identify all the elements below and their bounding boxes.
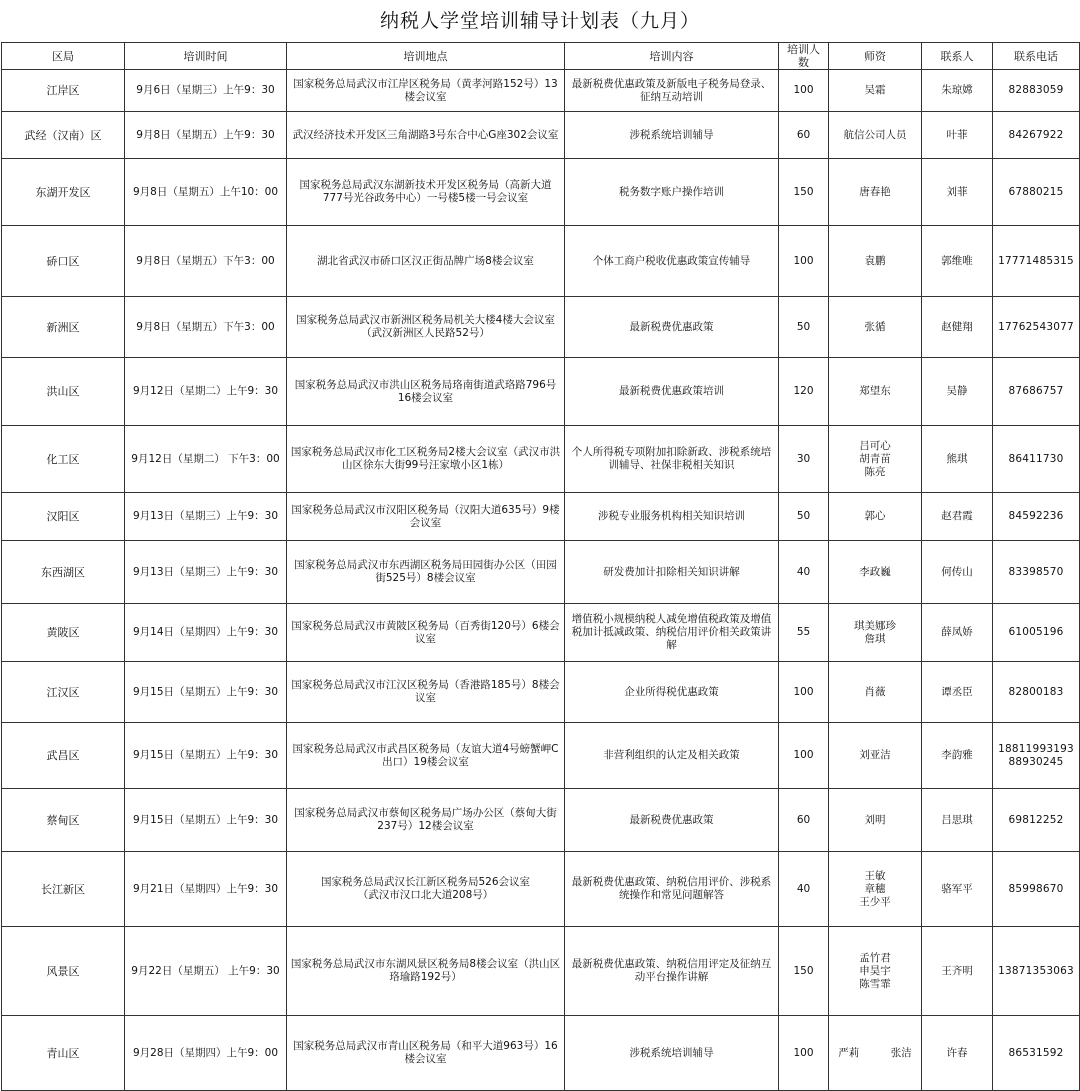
count-cell: 120 xyxy=(779,358,829,426)
contact-cell: 王齐明 xyxy=(922,927,993,1016)
content-cell: 最新税费优惠政策、纳税信用评定及征纳互动平台操作讲解 xyxy=(565,927,779,1016)
content-cell: 企业所得税优惠政策 xyxy=(565,662,779,723)
schedule-table xyxy=(1,42,1080,1091)
page-title: 纳税人学堂培训辅导计划表（九月） xyxy=(379,10,700,32)
location-cell: 国家税务总局武汉市汉阳区税务局（汉阳大道635号）9楼会议室 xyxy=(287,493,565,541)
content-cell: 个体工商户税收优惠政策宣传辅导 xyxy=(565,226,779,297)
contact-cell: 朱琼嫦 xyxy=(922,70,993,112)
content-cell: 最新税费优惠政策培训 xyxy=(565,358,779,426)
district-cell: 江岸区 xyxy=(2,70,125,112)
district-cell: 青山区 xyxy=(2,1016,125,1091)
teacher-cell: 孟竹君 申昊宇 陈雪霏 xyxy=(829,927,922,1016)
header-count: 培训人数 xyxy=(779,43,829,70)
location-cell: 国家税务总局武汉市东西湖区税务局田园街办公区（田园街525号）8楼会议室 xyxy=(287,541,565,604)
district-cell: 武昌区 xyxy=(2,723,125,789)
contact-cell: 谭丞臣 xyxy=(922,662,993,723)
contact-cell: 骆军平 xyxy=(922,852,993,927)
location-cell: 国家税务总局武汉市江汉区税务局（香港路185号）8楼会议室 xyxy=(287,662,565,723)
content-cell: 最新税费优惠政策及新版电子税务局登录、征纳互动培训 xyxy=(565,70,779,112)
table-row xyxy=(2,662,1080,723)
phone-cell: 82800183 xyxy=(993,662,1080,723)
contact-cell: 吕思琪 xyxy=(922,789,993,852)
teacher-cell: 吕可心 胡青苗 陈亮 xyxy=(829,426,922,493)
location-cell: 国家税务总局武汉市江岸区税务局（黄孝河路152号）13楼会议室 xyxy=(287,70,565,112)
location-cell: 国家税务总局武汉市化工区税务局2楼大会议室（武汉市洪山区徐东大街99号汪家墩小区1栋） xyxy=(287,426,565,493)
location-cell: 国家税务总局武汉市武昌区税务局（友谊大道4号螃蟹岬C出口）19楼会议室 xyxy=(287,723,565,789)
contact-cell: 何传山 xyxy=(922,541,993,604)
time-cell: 9月6日（星期三）上午9：30 xyxy=(125,70,287,112)
content-cell: 研发费加计扣除相关知识讲解 xyxy=(565,541,779,604)
count-cell: 150 xyxy=(779,927,829,1016)
contact-cell: 许春 xyxy=(922,1016,993,1091)
table-row xyxy=(2,426,1080,493)
teacher-cell: 李政巍 xyxy=(829,541,922,604)
teacher-cell: 刘亚洁 xyxy=(829,723,922,789)
count-cell: 50 xyxy=(779,297,829,358)
district-cell: 长江新区 xyxy=(2,852,125,927)
time-cell: 9月8日（星期五）下午3：00 xyxy=(125,226,287,297)
count-cell: 60 xyxy=(779,112,829,159)
location-cell: 国家税务总局武汉市黄陂区税务局（百秀街120号）6楼会议室 xyxy=(287,604,565,662)
header-content: 培训内容 xyxy=(565,43,779,70)
table-row xyxy=(2,604,1080,662)
district-cell: 东湖开发区 xyxy=(2,159,125,226)
time-cell: 9月21日（星期四）上午9：30 xyxy=(125,852,287,927)
location-cell: 湖北省武汉市硚口区汉正街品牌广场8楼会议室 xyxy=(287,226,565,297)
district-cell: 武经（汉南）区 xyxy=(2,112,125,159)
district-cell: 东西湖区 xyxy=(2,541,125,604)
phone-cell: 86411730 xyxy=(993,426,1080,493)
district-cell: 江汉区 xyxy=(2,662,125,723)
location-cell: 国家税务总局武汉市东湖风景区税务局8楼会议室（洪山区珞瑜路192号） xyxy=(287,927,565,1016)
contact-cell: 薛凤娇 xyxy=(922,604,993,662)
phone-cell: 17771485315 xyxy=(993,226,1080,297)
teacher-cell: 吴霜 xyxy=(829,70,922,112)
phone-cell: 17762543077 xyxy=(993,297,1080,358)
teacher-cell: 袁鹏 xyxy=(829,226,922,297)
table-row xyxy=(2,159,1080,226)
phone-cell: 84267922 xyxy=(993,112,1080,159)
content-cell: 最新税费优惠政策 xyxy=(565,297,779,358)
time-cell: 9月14日（星期四）上午9：30 xyxy=(125,604,287,662)
location-cell: 武汉经济技术开发区三角湖路3号东合中心G座302会议室 xyxy=(287,112,565,159)
content-cell: 最新税费优惠政策 xyxy=(565,789,779,852)
phone-cell: 69812252 xyxy=(993,789,1080,852)
table-row xyxy=(2,541,1080,604)
phone-cell: 86531592 xyxy=(993,1016,1080,1091)
table-row xyxy=(2,70,1080,112)
content-cell: 涉税专业服务机构相关知识培训 xyxy=(565,493,779,541)
location-cell: 国家税务总局武汉市蔡甸区税务局广场办公区（蔡甸大街237号）12楼会议室 xyxy=(287,789,565,852)
phone-cell: 82883059 xyxy=(993,70,1080,112)
time-cell: 9月22日（星期五） 上午9：30 xyxy=(125,927,287,1016)
phone-cell: 84592236 xyxy=(993,493,1080,541)
contact-cell: 吴静 xyxy=(922,358,993,426)
teacher-cell: 肖薇 xyxy=(829,662,922,723)
time-cell: 9月15日（星期五）上午9：30 xyxy=(125,662,287,723)
content-cell: 涉税系统培训辅导 xyxy=(565,1016,779,1091)
content-cell: 最新税费优惠政策、纳税信用评价、涉税系统操作和常见问题解答 xyxy=(565,852,779,927)
table-row xyxy=(2,112,1080,159)
time-cell: 9月15日（星期五）上午9：30 xyxy=(125,789,287,852)
header-location: 培训地点 xyxy=(287,43,565,70)
teacher-cell: 航信公司人员 xyxy=(829,112,922,159)
header-district: 区局 xyxy=(2,43,125,70)
count-cell: 100 xyxy=(779,1016,829,1091)
time-cell: 9月13日（星期三）上午9：30 xyxy=(125,541,287,604)
header-teacher: 师资 xyxy=(829,43,922,70)
contact-cell: 李韵雅 xyxy=(922,723,993,789)
content-cell: 非营利组织的认定及相关政策 xyxy=(565,723,779,789)
district-cell: 洪山区 xyxy=(2,358,125,426)
teacher-cell: 张循 xyxy=(829,297,922,358)
table-row xyxy=(2,226,1080,297)
contact-cell: 赵健翔 xyxy=(922,297,993,358)
district-cell: 化工区 xyxy=(2,426,125,493)
district-cell: 新洲区 xyxy=(2,297,125,358)
count-cell: 55 xyxy=(779,604,829,662)
phone-cell: 61005196 xyxy=(993,604,1080,662)
teacher-cell: 郑望东 xyxy=(829,358,922,426)
teacher-cell: 刘明 xyxy=(829,789,922,852)
location-cell: 国家税务总局武汉东湖新技术开发区税务局（高新大道777号光谷政务中心）一号楼5楼一号会议室 xyxy=(287,159,565,226)
count-cell: 40 xyxy=(779,541,829,604)
location-cell: 国家税务总局武汉市新洲区税务局机关大楼4楼大会议室 （武汉新洲区人民路52号） xyxy=(287,297,565,358)
content-cell: 涉税系统培训辅导 xyxy=(565,112,779,159)
count-cell: 100 xyxy=(779,662,829,723)
time-cell: 9月12日（星期二） 下午3：00 xyxy=(125,426,287,493)
time-cell: 9月12日（星期二）上午9：30 xyxy=(125,358,287,426)
header-contact: 联系人 xyxy=(922,43,993,70)
table-row xyxy=(2,852,1080,927)
count-cell: 100 xyxy=(779,226,829,297)
contact-cell: 刘菲 xyxy=(922,159,993,226)
teacher-cell: 郭心 xyxy=(829,493,922,541)
contact-cell: 赵君霞 xyxy=(922,493,993,541)
teacher-cell: 琪美娜珍 詹琪 xyxy=(829,604,922,662)
table-row xyxy=(2,723,1080,789)
table-row xyxy=(2,358,1080,426)
table-row xyxy=(2,297,1080,358)
count-cell: 30 xyxy=(779,426,829,493)
time-cell: 9月13日（星期三）上午9：30 xyxy=(125,493,287,541)
contact-cell: 熊琪 xyxy=(922,426,993,493)
phone-cell: 83398570 xyxy=(993,541,1080,604)
content-cell: 税务数字账户操作培训 xyxy=(565,159,779,226)
content-cell: 个人所得税专项附加扣除新政、涉税系统培训辅导、社保非税相关知识 xyxy=(565,426,779,493)
district-cell: 黄陂区 xyxy=(2,604,125,662)
table-row xyxy=(2,493,1080,541)
time-cell: 9月28日（星期四）上午9：00 xyxy=(125,1016,287,1091)
district-cell: 蔡甸区 xyxy=(2,789,125,852)
time-cell: 9月15日（星期五）上午9：30 xyxy=(125,723,287,789)
teacher-cell: 王敏 章穗 王少平 xyxy=(829,852,922,927)
phone-cell: 18811993193 88930245 xyxy=(993,723,1080,789)
count-cell: 100 xyxy=(779,723,829,789)
table-row xyxy=(2,927,1080,1016)
teacher-cell: 严莉 张洁 xyxy=(829,1016,922,1091)
location-cell: 国家税务总局武汉长江新区税务局526会议室 （武汉市汉口北大道208号） xyxy=(287,852,565,927)
location-cell: 国家税务总局武汉市青山区税务局（和平大道963号）16楼会议室 xyxy=(287,1016,565,1091)
location-cell: 国家税务总局武汉市洪山区税务局珞南街道武珞路796号16楼会议室 xyxy=(287,358,565,426)
contact-cell: 郭维唯 xyxy=(922,226,993,297)
district-cell: 硚口区 xyxy=(2,226,125,297)
time-cell: 9月8日（星期五）下午3：00 xyxy=(125,297,287,358)
contact-cell: 叶菲 xyxy=(922,112,993,159)
phone-cell: 87686757 xyxy=(993,358,1080,426)
phone-cell: 13871353063 xyxy=(993,927,1080,1016)
count-cell: 40 xyxy=(779,852,829,927)
table-row xyxy=(2,789,1080,852)
count-cell: 100 xyxy=(779,70,829,112)
time-cell: 9月8日（星期五）上午9：30 xyxy=(125,112,287,159)
header-time: 培训时间 xyxy=(125,43,287,70)
table-row xyxy=(2,1016,1080,1091)
content-cell: 增值税小规模纳税人减免增值税政策及增值税加计抵减政策、纳税信用评价相关政策讲解 xyxy=(565,604,779,662)
count-cell: 150 xyxy=(779,159,829,226)
count-cell: 50 xyxy=(779,493,829,541)
district-cell: 汉阳区 xyxy=(2,493,125,541)
header-phone: 联系电话 xyxy=(993,43,1080,70)
teacher-cell: 唐春艳 xyxy=(829,159,922,226)
phone-cell: 85998670 xyxy=(993,852,1080,927)
time-cell: 9月8日（星期五）上午10：00 xyxy=(125,159,287,226)
district-cell: 风景区 xyxy=(2,927,125,1016)
table-header-row xyxy=(2,43,1080,70)
count-cell: 60 xyxy=(779,789,829,852)
phone-cell: 67880215 xyxy=(993,159,1080,226)
